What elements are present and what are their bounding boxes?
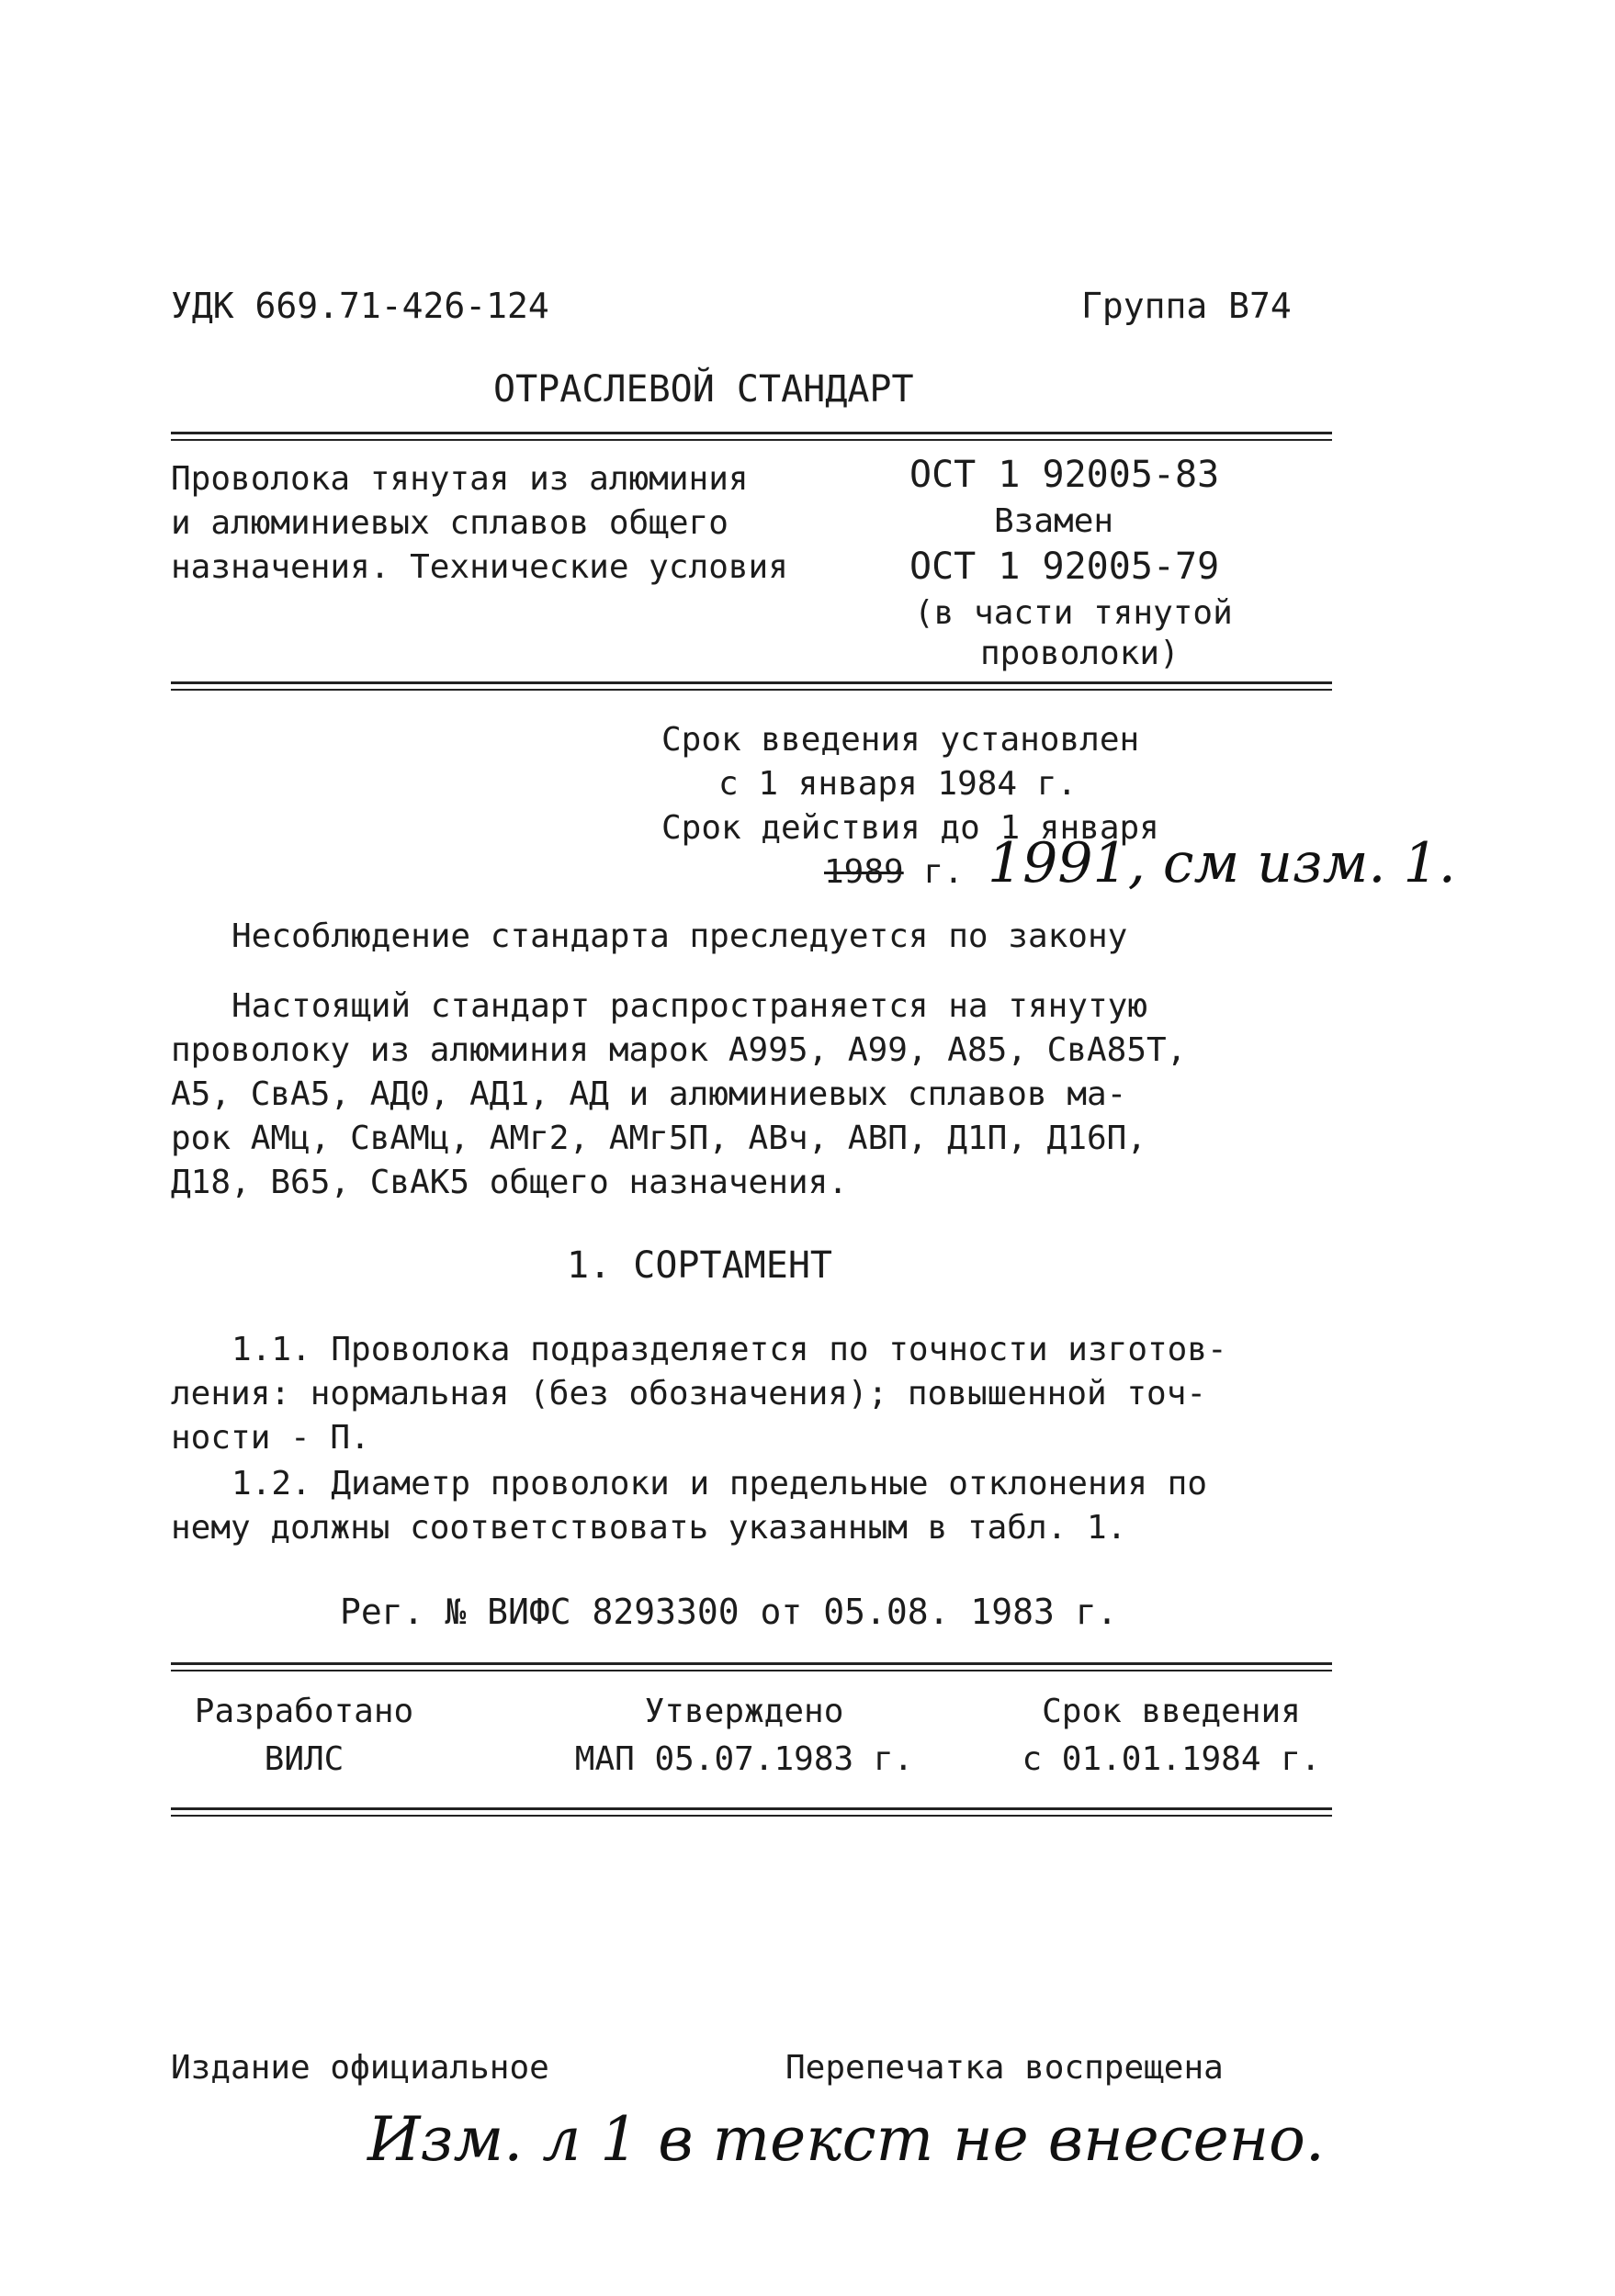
para-1-1-line-1: 1.1. Проволока подразделяется по точности изготов-: [232, 1331, 1227, 1368]
validity-line-3: Срок действия до 1 января: [661, 809, 1159, 847]
scope-line-5: Д18, В65, СвАК5 общего назначения.: [171, 1164, 848, 1201]
para-1-2-line-1: 1.2. Диаметр проволоки и предельные отклонения по: [232, 1465, 1208, 1503]
developed-label: Разработано: [194, 1693, 414, 1730]
replaces-label: Взамен: [994, 502, 1114, 540]
official-edition: Издание официальное: [171, 2049, 549, 2087]
subject-line-1: Проволока тянутая из алюминия: [171, 460, 749, 498]
approved-label: Утверждено: [644, 1693, 844, 1730]
validity-line-1: Срок введения установлен: [661, 721, 1140, 759]
replaced-standard-code: ОСТ 1 92005-79: [909, 546, 1220, 588]
reprint-prohibited: Перепечатка воспрещена: [785, 2049, 1224, 2087]
footer-bottom-rule: [171, 1807, 1332, 1817]
validity-line-2: с 1 января 1984 г.: [718, 765, 1078, 803]
scope-line-4: рок АМц, СвАМц, АМг2, АМг5П, АВч, АВП, Д1П, Д16П,: [171, 1120, 1147, 1157]
approved-value: МАП 05.07.1983 г.: [574, 1740, 914, 1778]
group-code: Группа В74: [1081, 286, 1292, 326]
effective-label: Срок введения: [1042, 1693, 1301, 1730]
para-1-1-line-3: ности - П.: [171, 1419, 370, 1457]
section-heading: 1. СОРТАМЕНТ: [567, 1244, 832, 1287]
subject-line-3: назначения. Технические условия: [171, 548, 788, 586]
standard-code: ОСТ 1 92005-83: [909, 454, 1220, 496]
title-rule: [171, 432, 1332, 441]
document-title: ОТРАСЛЕВОЙ СТАНДАРТ: [493, 368, 914, 411]
subject-line-2: и алюминиевых сплавов общего: [171, 504, 728, 542]
year-suffix: г.: [923, 853, 964, 891]
legal-notice: Несоблюдение стандарта преследуется по закону: [232, 917, 1128, 955]
scope-line-3: А5, СвА5, АД0, АД1, АД и алюминиевых сплавов ма-: [171, 1075, 1127, 1113]
footer-top-rule: [171, 1662, 1332, 1671]
developed-value: ВИЛС: [264, 1740, 344, 1778]
replaces-note-2: проволоки): [980, 635, 1180, 672]
udk-code: УДК 669.71-426-124: [171, 286, 549, 326]
para-1-2-line-2: нему должны соответствовать указанным в табл. 1.: [171, 1509, 1127, 1547]
effective-value: с 01.01.1984 г.: [1022, 1740, 1321, 1778]
scope-line-1: Настоящий стандарт распространяется на тянутую: [232, 987, 1147, 1025]
para-1-1-line-2: ления: нормальная (без обозначения); повышенной точ-: [171, 1375, 1207, 1412]
handwritten-amendment: 1991, см изм. 1.: [988, 831, 1456, 895]
handwritten-note: Изм. л 1 в текст не внесено.: [367, 2104, 1325, 2175]
scope-line-2: проволоку из алюминия марок А995, А99, А85, СвА85Т,: [171, 1031, 1187, 1069]
subject-rule: [171, 681, 1332, 691]
registration-line: Рег. № ВИФС 8293300 от 05.08. 1983 г.: [340, 1592, 1118, 1632]
struck-old-year: 1989: [824, 853, 904, 891]
validity-year: [824, 850, 964, 895]
replaces-note-1: (в части тянутой: [914, 594, 1233, 632]
